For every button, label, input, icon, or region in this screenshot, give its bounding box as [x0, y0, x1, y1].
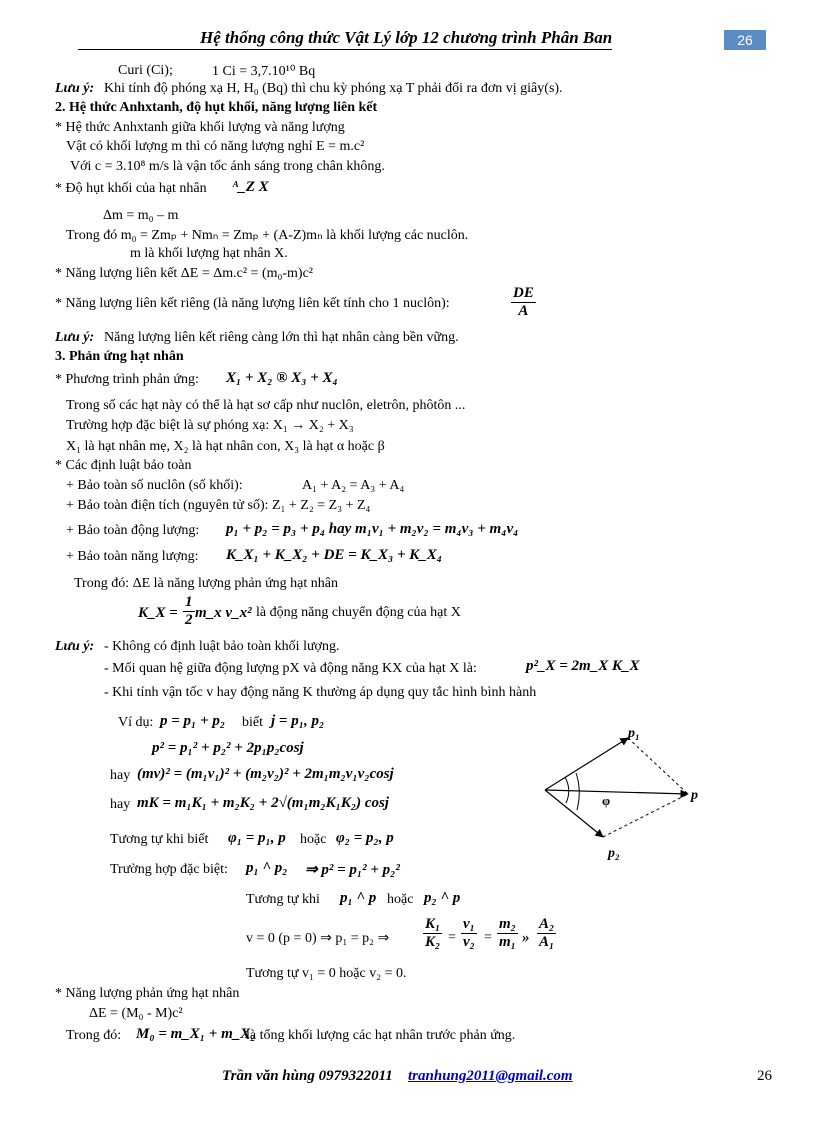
- vector-p-arrow: [545, 790, 688, 794]
- formula: p₁ + p₂ = p₃ + p₄ hay m₁v₁ + m₂v₂ = m₄v₃ + m₄v₄: [226, 521, 519, 537]
- label-p2: p₂: [608, 846, 620, 861]
- text-line: Trường hợp đặc biệt là sự phóng xạ: X₁ → X₂ + X₃: [66, 418, 354, 433]
- label-p1: p₁: [628, 726, 640, 741]
- page-badge: 26: [724, 30, 766, 50]
- text-line: * Năng lượng phản ứng hạt nhân: [55, 986, 240, 1001]
- fraction-numerator: v₁: [463, 916, 475, 932]
- text-line: * Năng lượng liên kết riêng (là năng lượng liên kết tính cho 1 nuclôn):: [55, 296, 450, 311]
- formula: K_X₁ + K_X₂ + DE = K_X₃ + K_X₄: [226, 547, 442, 563]
- text-line: Với c = 3.10⁸ m/s là vận tốc ánh sáng trong chân không.: [70, 159, 385, 174]
- formula: p₁ ^ p: [340, 890, 377, 906]
- note-label: Lưu ý:: [55, 639, 95, 654]
- formula: ᴬ_Z X: [232, 179, 269, 195]
- equals-sign: =: [448, 930, 456, 945]
- text-line: Tương tự khi biết: [110, 832, 209, 847]
- text-line: + Bảo toàn năng lượng:: [66, 549, 199, 564]
- dashed-side: [603, 794, 688, 837]
- text-line: X₁ là hạt nhân mẹ, X₂ là hạt nhân con, X₃ là hạt α hoặc β: [66, 439, 385, 454]
- text-line: Trường hợp đặc biệt:: [110, 862, 228, 877]
- formula: φ₂ = p₂, p: [336, 830, 394, 846]
- vector-p2-arrow: [545, 790, 603, 837]
- formula: (mv)² = (m₁v₁)² + (m₂v₂)² + 2m₁m₂v₁v₂cosj: [137, 766, 394, 782]
- text-line: hoặc: [387, 892, 414, 907]
- footer-page-number: 26: [757, 1068, 772, 1084]
- text-line: * Độ hụt khối của hạt nhân: [55, 181, 207, 196]
- fraction: [423, 916, 442, 951]
- footer-author: Trần văn hùng 0979322011: [222, 1068, 393, 1084]
- formula: K_X =: [138, 605, 178, 621]
- formula: p₁ ^ p₂: [246, 860, 288, 876]
- text-line: hay: [110, 768, 131, 783]
- text-line: * Các định luật bảo toàn: [55, 458, 192, 473]
- fraction: [183, 594, 195, 629]
- text-line: Năng lượng liên kết riêng càng lớn thì hạt nhân càng bền vững.: [104, 330, 459, 345]
- approx-sign: »: [522, 930, 530, 946]
- text-line: Vật có khối lượng m thì có năng lượng nghỉ E = m.c²: [66, 139, 365, 154]
- text-line: - Mối quan hệ giữa động lượng pX và động năng KX của hạt X là:: [104, 661, 477, 676]
- fraction-numerator: A₂: [539, 916, 555, 932]
- parallelogram-diagram: [540, 715, 720, 865]
- label-phi: φ: [602, 793, 611, 808]
- text-line: v = 0 (p = 0) ⇒ p₁ = p₂ ⇒: [246, 931, 390, 946]
- text-line: Trong số các hạt này có thể là hạt sơ cấp như nuclôn, eletrôn, phôtôn ...: [66, 398, 466, 413]
- fraction-denominator: v₂: [463, 934, 475, 950]
- text-line: Tương tự khi: [246, 892, 320, 907]
- fraction: [511, 285, 536, 320]
- fraction: [537, 916, 556, 951]
- vector-p1-arrow: [545, 738, 628, 790]
- text-line: + Bảo toàn động lượng:: [66, 523, 200, 538]
- formula: p = p₁ + p₂: [160, 713, 226, 729]
- section-heading: 3. Phản ứng hạt nhân: [55, 349, 184, 364]
- text-line: là tổng khối lượng các hạt nhân trước phản ứng.: [246, 1028, 516, 1043]
- text-line: hoặc: [300, 832, 327, 847]
- header-rule: [78, 49, 612, 50]
- text-line: là động năng chuyển động của hạt X: [256, 605, 461, 620]
- text-line: * Năng lượng liên kết ΔE = Δm.c² = (m₀-m)c²: [55, 266, 314, 281]
- formula: ⇒ p² = p₁² + p₂²: [305, 862, 400, 878]
- footer-email-link[interactable]: tranhung2011@gmail.com: [408, 1068, 573, 1084]
- text-line: - Khi tính vận tốc v hay động năng K thường áp dụng quy tắc hình bình hành: [104, 685, 537, 700]
- text-line: Trong đó:: [66, 1028, 122, 1043]
- text-line: + Bảo toàn số nuclôn (số khối):: [66, 478, 243, 493]
- formula: φ₁ = p₁, p: [228, 830, 286, 846]
- fraction-denominator: A₁: [539, 934, 555, 950]
- text-line: * Hệ thức Anhxtanh giữa khối lượng và năng lượng: [55, 120, 345, 135]
- text-line: Ví dụ:: [118, 715, 154, 730]
- text-line: m là khối lượng hạt nhân X.: [130, 246, 288, 261]
- formula: p²_X = 2m_X K_X: [526, 658, 640, 674]
- text-line: + Bảo toàn điện tích (nguyên tử số): Z₁ + Z₂ = Z₃ + Z₄: [66, 498, 371, 513]
- formula: mK = m₁K₁ + m₂K₂ + 2√(m₁m₂K₁K₂) cosj: [137, 795, 389, 811]
- fraction-numerator: m₂: [499, 916, 516, 932]
- note-label: Lưu ý:: [55, 81, 95, 96]
- text-line: * Phương trình phản ứng:: [55, 372, 199, 387]
- equals-sign: =: [484, 930, 492, 945]
- formula: m_x v_x²: [195, 605, 252, 621]
- text-line: - Không có định luật bảo toàn khối lượng.: [104, 639, 340, 654]
- text-line: A₁ + A₂ = A₃ + A₄: [302, 478, 405, 493]
- fraction-denominator: 2: [185, 612, 193, 628]
- fraction: [497, 916, 518, 951]
- header-title: Hệ thống công thức Vật Lý lớp 12 chương trình Phân Ban: [200, 28, 613, 47]
- fraction-denominator: A: [518, 303, 529, 319]
- fraction-numerator: K₁: [425, 916, 441, 932]
- text-line: hay: [110, 797, 131, 812]
- formula: X₁ + X₂ ® X₃ + X₄: [226, 370, 338, 386]
- text-line: ΔE = (M₀ - M)c²: [89, 1006, 183, 1021]
- text-line: Trong đó: ΔE là năng lượng phản ứng hạt nhân: [74, 576, 338, 591]
- text-line: Curi (Ci);: [118, 63, 173, 78]
- text-line: Δm = m₀ – m: [103, 208, 179, 223]
- note-label: Lưu ý:: [55, 330, 95, 345]
- fraction: [461, 916, 477, 951]
- fraction-numerator: DE: [513, 285, 534, 301]
- fraction-denominator: K₂: [425, 934, 441, 950]
- dashed-side: [628, 738, 688, 794]
- label-p: p: [691, 788, 698, 803]
- fraction-denominator: m₁: [499, 934, 516, 950]
- formula: p₂ ^ p: [424, 890, 461, 906]
- fraction-numerator: 1: [185, 594, 193, 610]
- formula: p² = p₁² + p₂² + 2p₁p₂cosj: [152, 740, 304, 756]
- text-line: 1 Ci = 3,7.10¹⁰ Bq: [212, 64, 316, 79]
- formula: j = p₁, p₂: [271, 713, 325, 729]
- text-line: Khi tính độ phóng xạ H, H₀ (Bq) thì chu kỳ phóng xạ T phải đổi ra đơn vị giây(s).: [104, 81, 563, 96]
- section-heading: 2. Hệ thức Anhxtanh, độ hụt khối, năng lượng liên kết: [55, 100, 378, 115]
- text-line: Tương tự v₁ = 0 hoặc v₂ = 0.: [246, 966, 407, 981]
- text-line: biết: [242, 715, 263, 730]
- text-line: Trong đó m₀ = Zmₚ + Nmₙ = Zmₚ + (A-Z)mₙ là khối lượng các nuclôn.: [66, 228, 469, 243]
- formula: M₀ = m_X₁ + m_X₂: [136, 1026, 256, 1042]
